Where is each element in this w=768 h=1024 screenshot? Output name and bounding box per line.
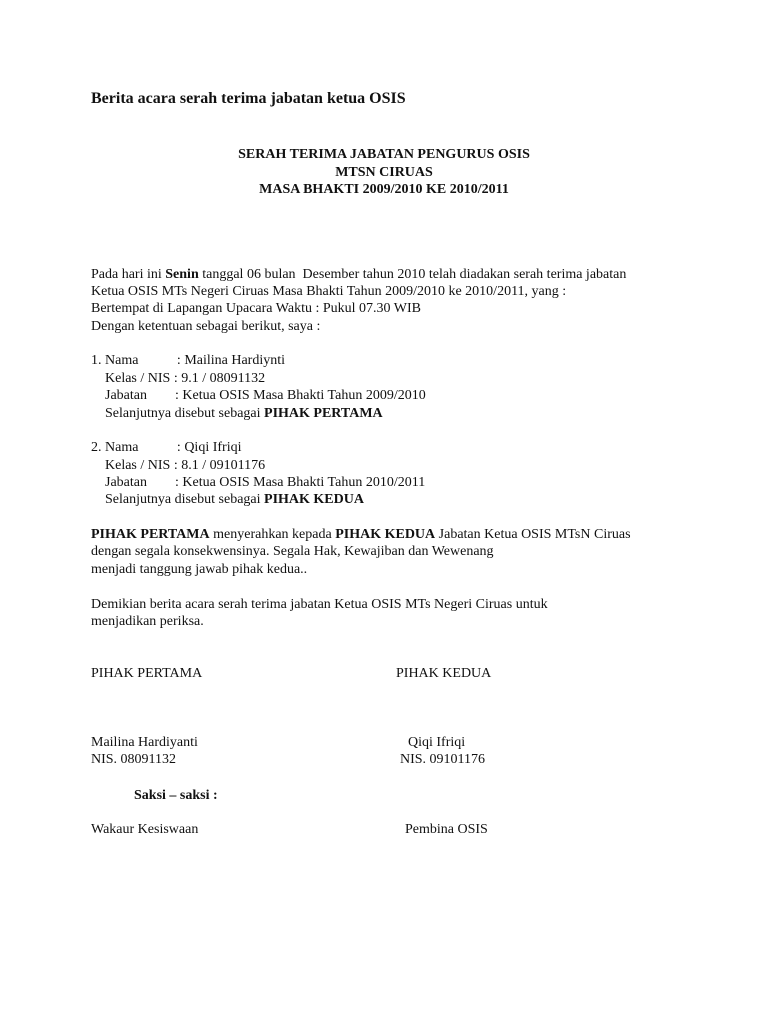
witness-right: Pembina OSIS	[405, 822, 488, 837]
closing-line-1: Demikian berita acara serah terima jabatan Ketua OSIS MTs Negeri Ciruas untuk	[91, 597, 548, 612]
party2-jabatan: Jabatan : Ketua OSIS Masa Bhakti Tahun 2010/2011	[105, 475, 426, 490]
party2-designation	[105, 491, 364, 509]
handover-line-3: menjadi tanggung jawab pihak kedua..	[91, 562, 308, 577]
intro-text: tanggal 06 bulan Desember tahun 2010 telah diadakan serah terima jabatan	[198, 267, 627, 282]
signature-right-label: PIHAK KEDUA	[396, 666, 492, 681]
handover-text: Jabatan Ketua OSIS MTsN Ciruas	[435, 527, 631, 542]
handover-line-1	[91, 526, 631, 544]
handover-party1: PIHAK PERTAMA	[91, 527, 210, 542]
handover-party2: PIHAK KEDUA	[335, 527, 436, 542]
intro-day: Senin	[165, 267, 199, 282]
party2-kelas: Kelas / NIS : 8.1 / 09101176	[105, 458, 266, 473]
heading-line-1: SERAH TERIMA JABATAN PENGURUS OSIS	[238, 147, 530, 162]
witness-left: Wakaur Kesiswaan	[91, 822, 199, 837]
signature-right-nis: NIS. 09101176	[400, 752, 486, 767]
designation-text: Selanjutnya disebut sebagai	[105, 406, 265, 421]
document-title: Berita acara serah terima jabatan ketua OSIS	[91, 90, 406, 107]
designation-role: PIHAK KEDUA	[264, 492, 364, 507]
closing-line-2: menjadikan periksa.	[91, 614, 204, 629]
intro-line-2: Ketua OSIS MTs Negeri Ciruas Masa Bhakti Tahun 2009/2010 ke 2010/2011, yang :	[91, 284, 567, 299]
intro-line-3: Bertempat di Lapangan Upacara Waktu : Pukul 07.30 WIB	[91, 301, 421, 316]
party1-jabatan: Jabatan : Ketua OSIS Masa Bhakti Tahun 2009/2010	[105, 388, 426, 403]
heading-line-2: MTSN CIRUAS	[335, 165, 433, 180]
intro-line-1	[91, 266, 626, 284]
handover-line-2: dengan segala konsekwensinya. Segala Hak, Kewajiban dan Wewenang	[91, 544, 494, 559]
handover-text: menyerahkan kepada	[209, 527, 336, 542]
party1-nama: 1. Nama : Mailina Hardiynti	[91, 353, 286, 368]
designation-text: Selanjutnya disebut sebagai	[105, 492, 265, 507]
signature-left-name: Mailina Hardiyanti	[91, 735, 198, 750]
intro-text: Pada hari ini	[91, 267, 166, 282]
party1-designation	[105, 405, 383, 423]
designation-role: PIHAK PERTAMA	[264, 406, 383, 421]
party2-nama: 2. Nama : Qiqi Ifriqi	[91, 440, 242, 455]
heading-line-3: MASA BHAKTI 2009/2010 KE 2010/2011	[259, 182, 509, 197]
party1-kelas: Kelas / NIS : 9.1 / 08091132	[105, 371, 266, 386]
intro-line-4: Dengan ketentuan sebagai berikut, saya :	[91, 319, 321, 334]
signature-left-nis: NIS. 08091132	[91, 752, 177, 767]
witnesses-heading: Saksi – saksi :	[134, 788, 218, 803]
signature-right-name: Qiqi Ifriqi	[408, 735, 466, 750]
signature-left-label: PIHAK PERTAMA	[91, 666, 203, 681]
